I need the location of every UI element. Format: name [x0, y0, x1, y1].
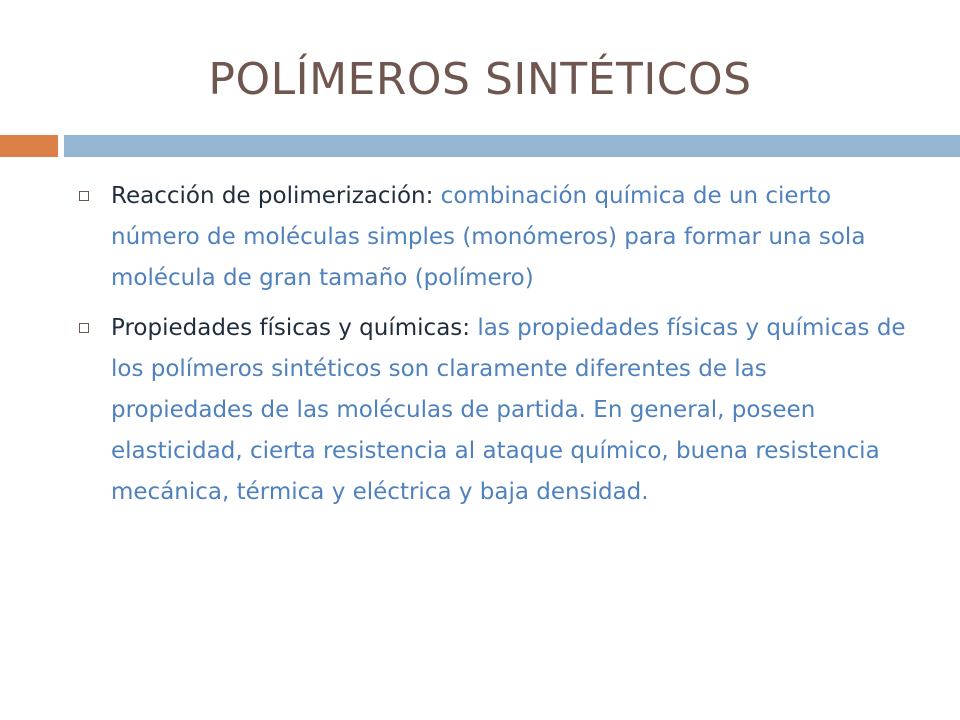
bullet-separator: :: [425, 183, 434, 209]
bullet-description: las propiedades físicas y químicas de los polímeros sintéticos son claramente diferentes de las propiedades de las moléculas de partida. En general, poseen elasticidad, cierta resistencia al ataque químico, buena resistencia mecánica, térmica y eléctrica y baja densidad.: [111, 315, 906, 505]
bullet-list: [76, 176, 906, 522]
bullet-item: [76, 308, 906, 513]
bullet-description: combinación química de un cierto número de moléculas simples (monómeros) para formar una sola molécula de gran tamaño (polímero): [111, 183, 866, 291]
accent-bar-blue: [64, 135, 960, 157]
bullet-term: Propiedades físicas y químicas: [111, 315, 463, 341]
accent-bar-orange: [0, 135, 58, 157]
slide-title: POLÍMEROS SINTÉTICOS: [208, 54, 752, 105]
hollow-square-bullet-icon: [79, 191, 89, 201]
bullet-item: [76, 176, 906, 299]
bullet-separator: :: [462, 315, 471, 341]
hollow-square-bullet-icon: [79, 323, 89, 333]
bullet-term: Reacción de polimerización: [111, 183, 426, 209]
